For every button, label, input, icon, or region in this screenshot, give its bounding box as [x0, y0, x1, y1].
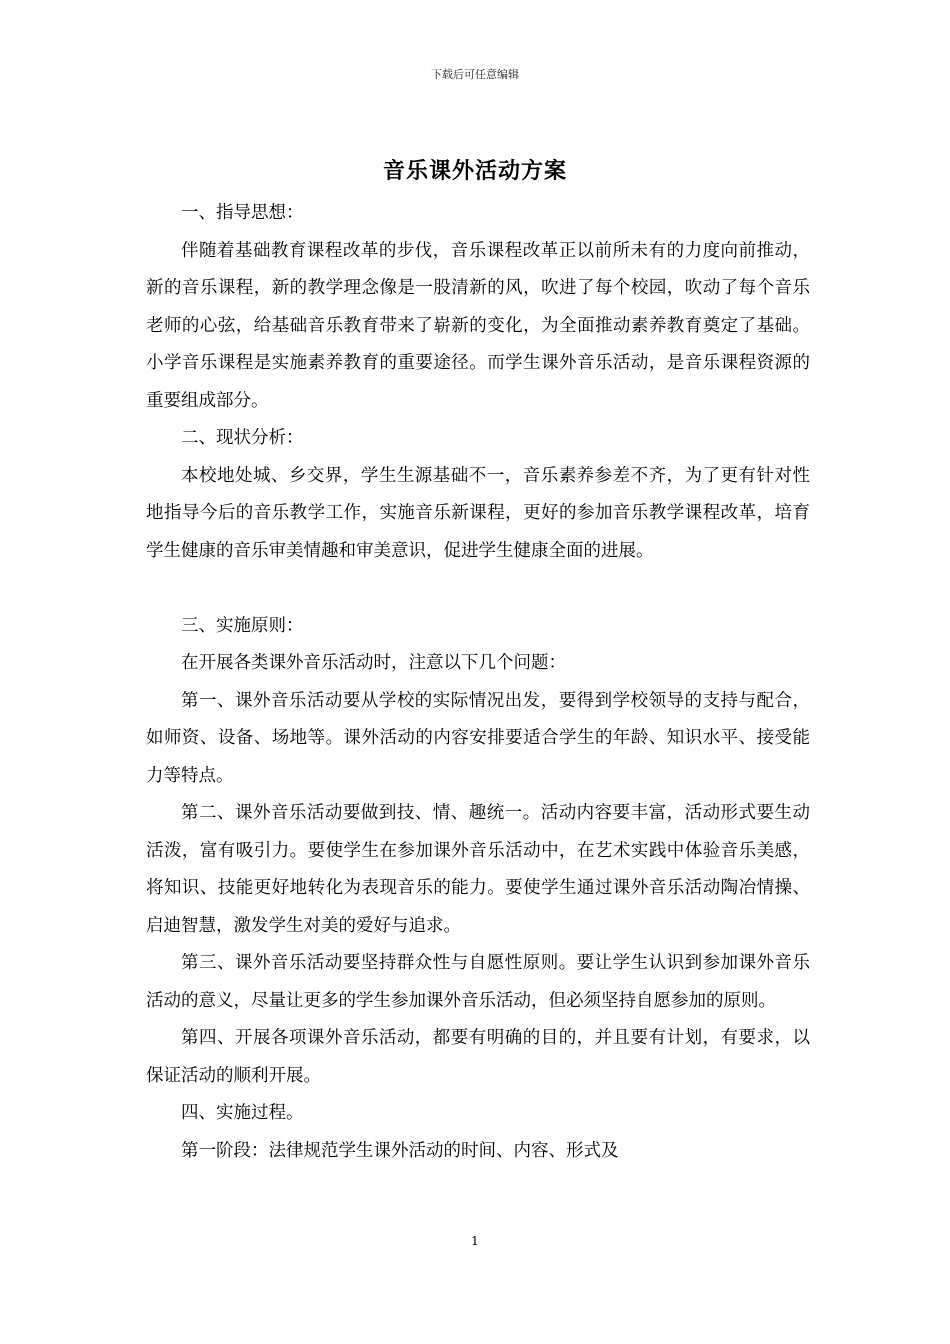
blank-line	[146, 570, 810, 608]
page-number: 1	[471, 1234, 479, 1248]
document-body	[146, 195, 810, 1170]
paragraph-principle-3: 第三、课外音乐活动要坚持群众性与自愿性原则。要让学生认识到参加课外音乐活动的意义，尽量让更多的学生参加课外音乐活动，但必须坚持自愿参加的原则。	[146, 953, 810, 1011]
paragraph-status-analysis: 本校地处城、乡交界，学生生源基础不一，音乐素养参差不齐，为了更有针对性地指导今后的音乐教学工作，实施音乐新课程，更好的参加音乐教学课程改革，培育学生健康的音乐审美情趣和审美意识，促进学生健康全面的进展。	[146, 465, 810, 561]
paragraph-principle-4: 第四、开展各项课外音乐活动，都要有明确的目的，并且要有计划，有要求，以保证活动的顺利开展。	[146, 1028, 810, 1086]
header-note: 下载后可任意编辑	[431, 68, 519, 81]
section-heading-guiding-thought: 一、指导思想：	[181, 203, 304, 223]
paragraph-process-stage-1: 第一阶段：法律规范学生课外活动的时间、内容、形式及	[181, 1140, 619, 1161]
section-heading-principles: 三、实施原则：	[181, 615, 304, 636]
paragraph-principle-1: 第一、课外音乐活动要从学校的实际情况出发，要得到学校领导的支持与配合，如师资、设备、场地等。课外活动的内容安排要适合学生的年龄、知识水平、接受能力等特点。	[146, 690, 810, 786]
paragraph-principle-2: 第二、课外音乐活动要做到技、情、趣统一。活动内容要丰富，活动形式要生动活泼，富有吸引力。要使学生在参加课外音乐活动中，在艺术实践中体验音乐美感，将知识、技能更好地转化为表现音乐的能力。要使学生通过课外音乐活动陶冶情操、启迪智慧，激发学生对美的爱好与追求。	[146, 803, 810, 936]
paragraph-principles-intro: 在开展各类课外音乐活动时，注意以下几个问题：	[181, 653, 566, 673]
paragraph-guiding-thought: 伴随着基础教育课程改革的步伐，音乐课程改革正以前所未有的力度向前推动，新的音乐课程，新的教学理念像是一股清新的风，吹进了每个校园，吹动了每个音乐老师的心弦，给基础音乐教育带来了崭新的变化，为全面推动素养教育奠定了基础。小学音乐课程是实施素养教育的重要途径。而学生课外音乐活动，是音乐课程资源的重要组成部分。	[146, 240, 810, 411]
document-title: 音乐课外活动方案	[382, 158, 567, 184]
section-heading-process: 四、实施过程。	[181, 1103, 304, 1123]
section-heading-status-analysis: 二、现状分析：	[181, 428, 304, 448]
